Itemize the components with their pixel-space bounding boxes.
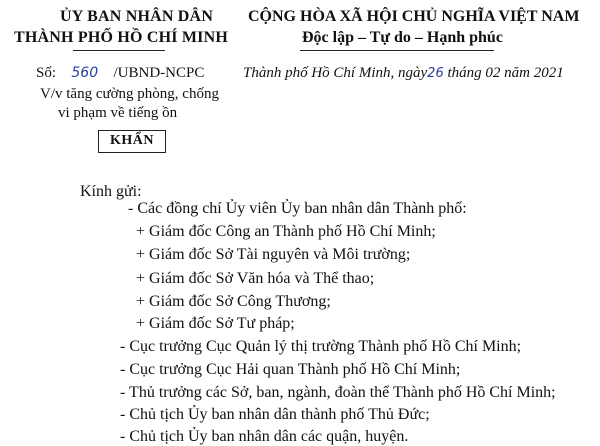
recipient-line: - Chủ tịch Ủy ban nhân dân các quận, huyện. xyxy=(120,428,409,445)
issuer-name-line1: ỦY BAN NHÂN DÂN xyxy=(60,8,214,25)
date-suffix: tháng 02 năm 2021 xyxy=(447,65,564,81)
subject-line1: V/v tăng cường phòng, chống xyxy=(40,86,219,102)
recipient-line: + Giám đốc Sở Văn hóa và Thể thao; xyxy=(136,270,375,287)
document-number xyxy=(36,65,204,82)
document-number-prefix: Số: xyxy=(36,65,57,81)
date-day-handwritten: 26 xyxy=(427,66,444,81)
recipient-line: - Chủ tịch Ủy ban nhân dân thành phố Thủ Đức; xyxy=(120,406,430,423)
recipient-line: + Giám đốc Công an Thành phố Hồ Chí Minh; xyxy=(136,223,436,240)
recipient-line: - Thủ trưởng các Sở, ban, ngành, đoàn thể Thành phố Hồ Chí Minh; xyxy=(120,384,556,401)
recipient-line: - Các đồng chí Ủy viên Ủy ban nhân dân Thành phố: xyxy=(128,200,467,217)
recipient-line: + Giám đốc Sở Tư pháp; xyxy=(136,315,295,332)
motto-underline xyxy=(300,50,494,51)
recipient-line: - Cục trưởng Cục Hải quan Thành phố Hồ Chí Minh; xyxy=(120,361,461,378)
recipient-line: - Cục trưởng Cục Quản lý thị trường Thành phố Hồ Chí Minh; xyxy=(120,338,522,355)
place-and-date xyxy=(243,65,564,82)
issuer-underline xyxy=(73,50,165,51)
subject-line2: vi phạm về tiếng ồn xyxy=(58,105,178,121)
urgency-stamp: KHẨN xyxy=(98,130,166,153)
recipient-line: + Giám đốc Sở Công Thương; xyxy=(136,293,331,310)
issuer-name-line2: THÀNH PHỐ HỒ CHÍ MINH xyxy=(14,29,228,46)
national-title: CỘNG HÒA XÃ HỘI CHỦ NGHĨA VIỆT NAM xyxy=(248,8,580,25)
national-motto: Độc lập – Tự do – Hạnh phúc xyxy=(302,29,503,46)
date-prefix: Thành phố Hồ Chí Minh, ngày xyxy=(243,65,428,81)
document-number-suffix: /UBND-NCPC xyxy=(113,65,205,81)
recipient-line: + Giám đốc Sở Tài nguyên và Môi trường; xyxy=(136,246,411,263)
document-number-handwritten: 560 xyxy=(71,65,99,81)
greeting: Kính gửi: xyxy=(80,183,142,200)
